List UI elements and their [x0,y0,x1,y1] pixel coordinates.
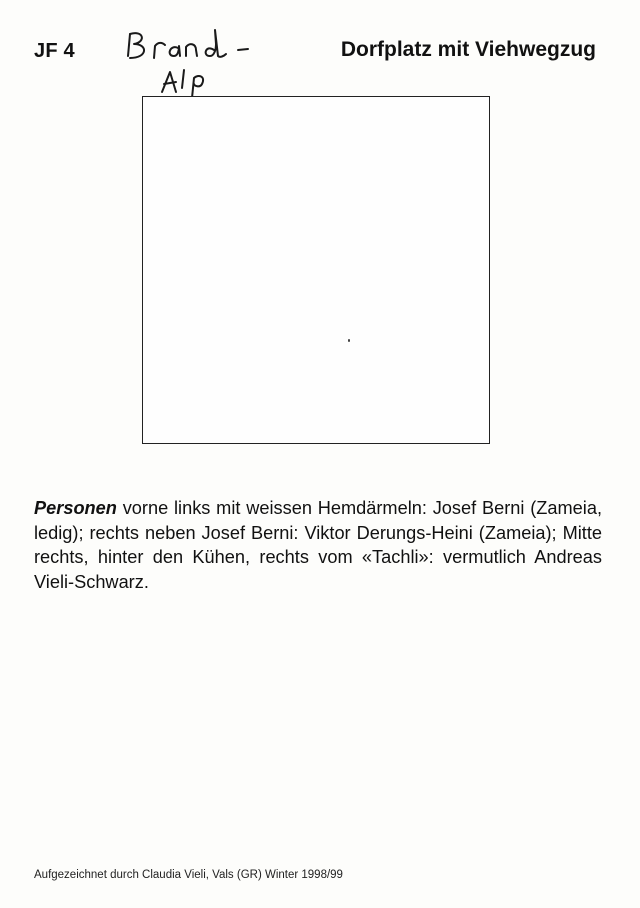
caption-text: vorne links mit weissen Hemdärmeln: Josef Berni (Zameia, ledig); rechts neben Josef Berni: Viktor Derungs-Heini (Zameia); Mitte rechts, hinter den Kühen, rechts vom «Tachli»: vermutlich Andreas Vieli-Schwarz. [34,498,602,592]
handwritten-note-drawing [118,22,278,102]
caption-paragraph [34,496,602,594]
card-code: JF 4 [34,40,75,62]
caption-lead: Personen [34,498,117,519]
photo-placeholder-frame [142,96,490,444]
dust-speck [348,339,350,342]
handwritten-note [118,22,278,102]
card-title: Dorfplatz mit Viehwegzug [340,38,596,61]
footer-credit: Aufgezeichnet durch Claudia Vieli, Vals (GR) Winter 1998/99 [34,869,343,881]
